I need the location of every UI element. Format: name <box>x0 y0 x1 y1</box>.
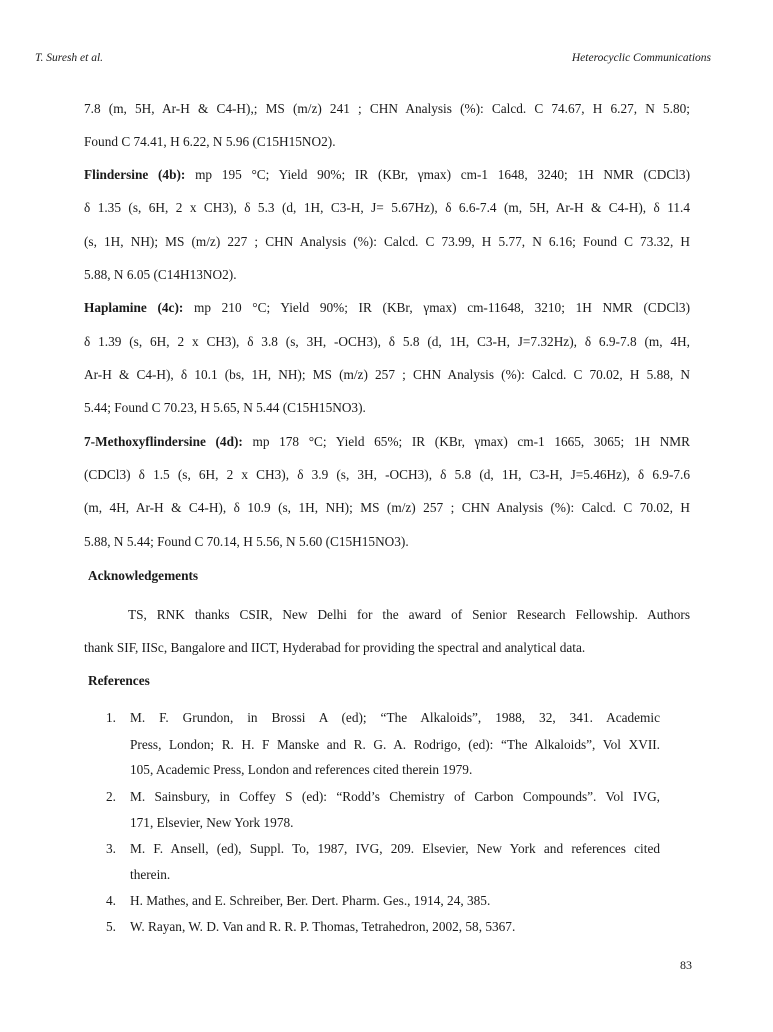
body-line: δ 1.35 (s, 6H, 2 x CH3), δ 5.3 (d, 1H, C3-H, J= 5.67Hz), δ 6.6-7.4 (m, 5H, Ar-H & C4-H), δ 11.4 <box>84 200 690 215</box>
compound-4d-title: 7-Methoxyflindersine (4d): <box>84 434 243 449</box>
compound-4d-line <box>84 434 690 450</box>
body-line: 5.44; Found C 70.23, H 5.65, N 5.44 (C15H15NO3). <box>84 400 366 415</box>
reference-line: Press, London; R. H. F Manske and R. G. A. Rodrigo, (ed): “The Alkaloids”, Vol XVII. <box>130 737 660 752</box>
running-header-journal: Heterocyclic Communications <box>571 52 711 64</box>
compound-4b-line <box>84 167 690 183</box>
body-line: (s, 1H, NH); MS (m/z) 227 ; CHN Analysis (%): Calcd. C 73.99, H 5.77, N 6.16; Found C 73.32, H <box>84 234 690 249</box>
compound-4d-text: mp 178 °C; Yield 65%; IR (KBr, γmax) cm-1 1665, 3065; 1H NMR <box>252 434 690 449</box>
body-line: Ar-H & C4-H), δ 10.1 (bs, 1H, NH); MS (m/z) 257 ; CHN Analysis (%): Calcd. C 70.02, H 5.88, N <box>84 367 690 382</box>
compound-4c-text: mp 210 °C; Yield 90%; IR (KBr, γmax) cm-11648, 3210; 1H NMR (CDCl3) <box>194 300 690 315</box>
reference-line: M. F. Grundon, in Brossi A (ed); “The Alkaloids”, 1988, 32, 341. Academic <box>130 710 660 725</box>
body-line: (CDCl3) δ 1.5 (s, 6H, 2 x CH3), δ 3.9 (s, 3H, -OCH3), δ 5.8 (d, 1H, C3-H, J=5.46Hz), δ 6.9-7.6 <box>84 467 690 482</box>
body-line: 7.8 (m, 5H, Ar-H & C4-H),; MS (m/z) 241 ; CHN Analysis (%): Calcd. C 74.67, H 6.27, N 5.80; <box>84 101 690 116</box>
body-line: δ 1.39 (s, 6H, 2 x CH3), δ 3.8 (s, 3H, -OCH3), δ 5.8 (d, 1H, C3-H, J=7.32Hz), δ 6.9-7.8 (m, 4H, <box>84 334 690 349</box>
compound-4b-title: Flindersine (4b): <box>84 167 186 182</box>
body-line: (m, 4H, Ar-H & C4-H), δ 10.9 (s, 1H, NH); MS (m/z) 257 ; CHN Analysis (%): Calcd. C 70.02, H <box>84 500 690 515</box>
body-line: 5.88, N 5.44; Found C 70.14, H 5.56, N 5.60 (C15H15NO3). <box>84 534 409 549</box>
reference-line: M. F. Ansell, (ed), Suppl. To, 1987, IVG, 209. Elsevier, New York and references cited <box>130 841 660 856</box>
ack-line: TS, RNK thanks CSIR, New Delhi for the award of Senior Research Fellowship. Authors <box>128 607 690 622</box>
running-header-authors: T. Suresh et al. <box>35 52 104 64</box>
acknowledgements-heading: Acknowledgements <box>88 568 199 583</box>
reference-line: therein. <box>130 867 171 882</box>
reference-line: H. Mathes, and E. Schreiber, Ber. Dert. Pharm. Ges., 1914, 24, 385. <box>130 893 491 908</box>
body-line: Found C 74.41, H 6.22, N 5.96 (C15H15NO2). <box>84 134 336 149</box>
reference-line: 105, Academic Press, London and references cited therein 1979. <box>130 762 473 777</box>
reference-number: 2. <box>106 789 116 804</box>
body-line: 5.88, N 6.05 (C14H13NO2). <box>84 267 237 282</box>
compound-4c-title: Haplamine (4c): <box>84 300 184 315</box>
reference-number: 3. <box>106 841 116 856</box>
reference-line: M. Sainsbury, in Coffey S (ed): “Rodd’s Chemistry of Carbon Compounds”. Vol IVG, <box>130 789 660 804</box>
reference-line: 171, Elsevier, New York 1978. <box>130 815 294 830</box>
compound-4b-text: mp 195 °C; Yield 90%; IR (KBr, γmax) cm-1 1648, 3240; 1H NMR (CDCl3) <box>195 167 690 182</box>
reference-line: W. Rayan, W. D. Van and R. R. P. Thomas, Tetrahedron, 2002, 58, 5367. <box>130 919 516 934</box>
page-number: 83 <box>680 958 692 972</box>
compound-4c-line <box>84 300 690 316</box>
reference-number: 1. <box>106 710 116 725</box>
ack-line: thank SIF, IISc, Bangalore and IICT, Hyderabad for providing the spectral and analytical data. <box>84 640 586 655</box>
references-heading: References <box>88 673 150 688</box>
reference-number: 4. <box>106 893 116 908</box>
reference-number: 5. <box>106 919 116 934</box>
